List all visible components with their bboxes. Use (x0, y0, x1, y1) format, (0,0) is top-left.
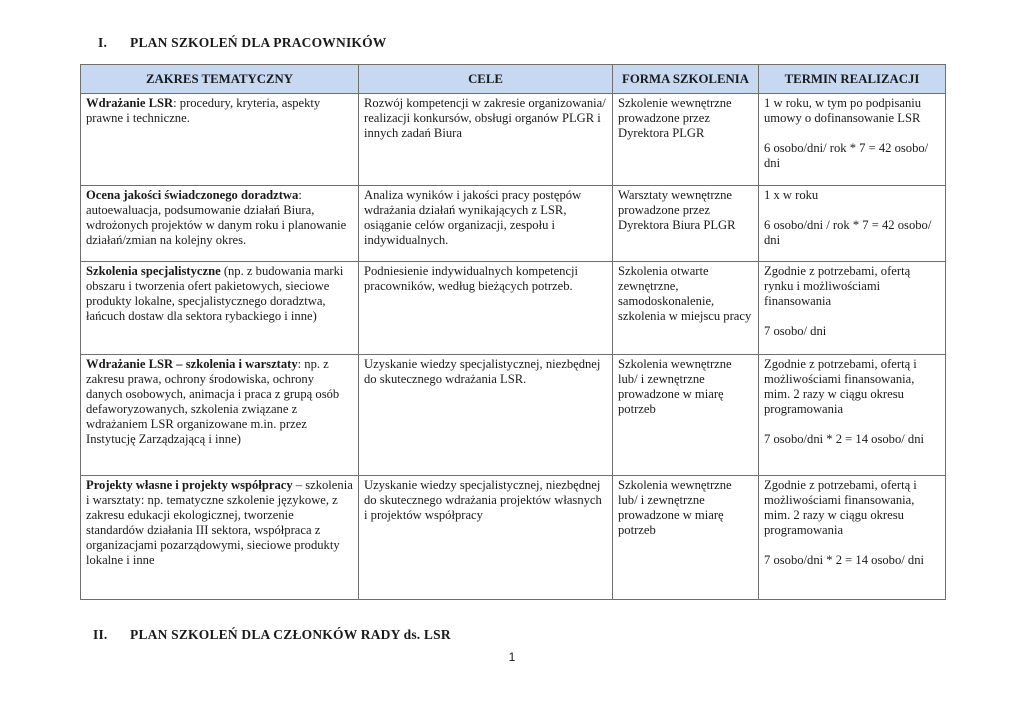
term-frequency: Zgodnie z potrzebami, ofertą i możliwościami finansowania, mim. 2 razy w ciągu okresu programowania (764, 357, 917, 416)
term-cell (759, 94, 946, 186)
topic-cell (81, 355, 359, 476)
topic-title: Wdrażanie LSR (86, 96, 174, 110)
term-cell (759, 186, 946, 262)
term-cell (759, 262, 946, 355)
form-cell: Szkolenia wewnętrzne lub/ i zewnętrzne prowadzone w miarę potrzeb (613, 476, 759, 600)
section-number: I. (98, 35, 108, 50)
topic-cell (81, 476, 359, 600)
column-header: ZAKRES TEMATYCZNY (81, 65, 359, 94)
topic-title: Szkolenia specjalistyczne (86, 264, 221, 278)
term-frequency: 1 x w roku (764, 188, 819, 202)
form-cell: Szkolenie wewnętrzne prowadzone przez Dyrektora PLGR (613, 94, 759, 186)
topic-description: (np. z budowania marki obszaru i tworzenia ofert pakietowych, sieciowe produkty lokalne, specjalistycznego doradztwa, łańcuch dostaw dla sektora rybackiego i inne) (86, 264, 344, 323)
topic-title: Projekty własne i projekty współpracy (86, 478, 293, 492)
section-title: PLAN SZKOLEŃ DLA CZŁONKÓW RADY ds. LSR (130, 627, 451, 642)
table-row (81, 476, 946, 600)
training-plan-table (80, 64, 946, 600)
topic-description: : autoewaluacja, podsumowanie działań Biura, wdrożonych projektów w danym roku i planowanie działań/zmian na kolejny okres. (86, 188, 347, 247)
goal-cell: Uzyskanie wiedzy specjalistycznej, niezbędnej do skutecznego wdrażania LSR. (359, 355, 613, 476)
goal-cell: Analiza wyników i jakości pracy postępów wdrażania działań wynikających z LSR, osiąganie celów organizacji, zespołu i indywidualnych. (359, 186, 613, 262)
term-frequency: 1 w roku, w tym po podpisaniu umowy o dofinansowanie LSR (764, 96, 922, 125)
topic-title: Wdrażanie LSR – szkolenia i warsztaty (86, 357, 298, 371)
topic-description: – szkolenia i warsztaty: np. tematyczne szkolenie językowe, z zakresu edukacji ekologicznej, tworzenie standardów działania III sektora, współpraca z organizacjami pozarządowymi, sieciowe produkty lokalne i inne (86, 478, 353, 567)
term-volume: 7 osobo/ dni (764, 324, 827, 338)
form-cell: Szkolenia otwarte zewnętrzne, samodoskonalenie, szkolenia w miejscu pracy (613, 262, 759, 355)
form-cell: Warsztaty wewnętrzne prowadzone przez Dyrektora Biura PLGR (613, 186, 759, 262)
topic-cell (81, 262, 359, 355)
table-row (81, 355, 946, 476)
term-volume: 7 osobo/dni * 2 = 14 osobo/ dni (764, 553, 924, 567)
table-header-row (81, 65, 946, 94)
goal-cell: Rozwój kompetencji w zakresie organizowania/ realizacji konkursów, obsługi organów PLGR i innych zadań Biura (359, 94, 613, 186)
table-row (81, 262, 946, 355)
term-frequency: Zgodnie z potrzebami, ofertą rynku i możliwościami finansowania (764, 264, 911, 308)
column-header: FORMA SZKOLENIA (613, 65, 759, 94)
goal-cell: Uzyskanie wiedzy specjalistycznej, niezbędnej do skutecznego wdrażania projektów własnych i projektów współpracy (359, 476, 613, 600)
section-number: II. (93, 627, 108, 642)
goal-cell: Podniesienie indywidualnych kompetencji pracowników, według bieżących potrzeb. (359, 262, 613, 355)
term-volume: 6 osobo/dni/ rok * 7 = 42 osobo/ dni (764, 141, 929, 170)
form-cell: Szkolenia wewnętrzne lub/ i zewnętrzne prowadzone w miarę potrzeb (613, 355, 759, 476)
table-row (81, 186, 946, 262)
column-header: TERMIN REALIZACJI (759, 65, 946, 94)
term-cell (759, 476, 946, 600)
table-row (81, 94, 946, 186)
section-heading-2 (93, 627, 451, 643)
section-title: PLAN SZKOLEŃ DLA PRACOWNIKÓW (130, 35, 387, 50)
topic-title: Ocena jakości świadczonego doradztwa (86, 188, 299, 202)
page-number: 1 (508, 650, 516, 664)
topic-cell (81, 186, 359, 262)
term-frequency: Zgodnie z potrzebami, ofertą i możliwościami finansowania, mim. 2 razy w ciągu okresu programowania (764, 478, 917, 537)
term-volume: 6 osobo/dni / rok * 7 = 42 osobo/ dni (764, 218, 932, 247)
topic-cell (81, 94, 359, 186)
section-heading-1 (98, 35, 387, 51)
column-header: CELE (359, 65, 613, 94)
term-cell (759, 355, 946, 476)
topic-description: : np. z zakresu prawa, ochrony środowiska, ochrony danych osobowych, animacja i praca z grupą osób defaworyzowanych, szkolenia związane z wdrażaniem LSR organizowane m.in. przez Instytucję Zarządzającą i inne) (86, 357, 340, 446)
term-volume: 7 osobo/dni * 2 = 14 osobo/ dni (764, 432, 924, 446)
topic-description: : procedury, kryteria, aspekty prawne i techniczne. (86, 96, 321, 125)
